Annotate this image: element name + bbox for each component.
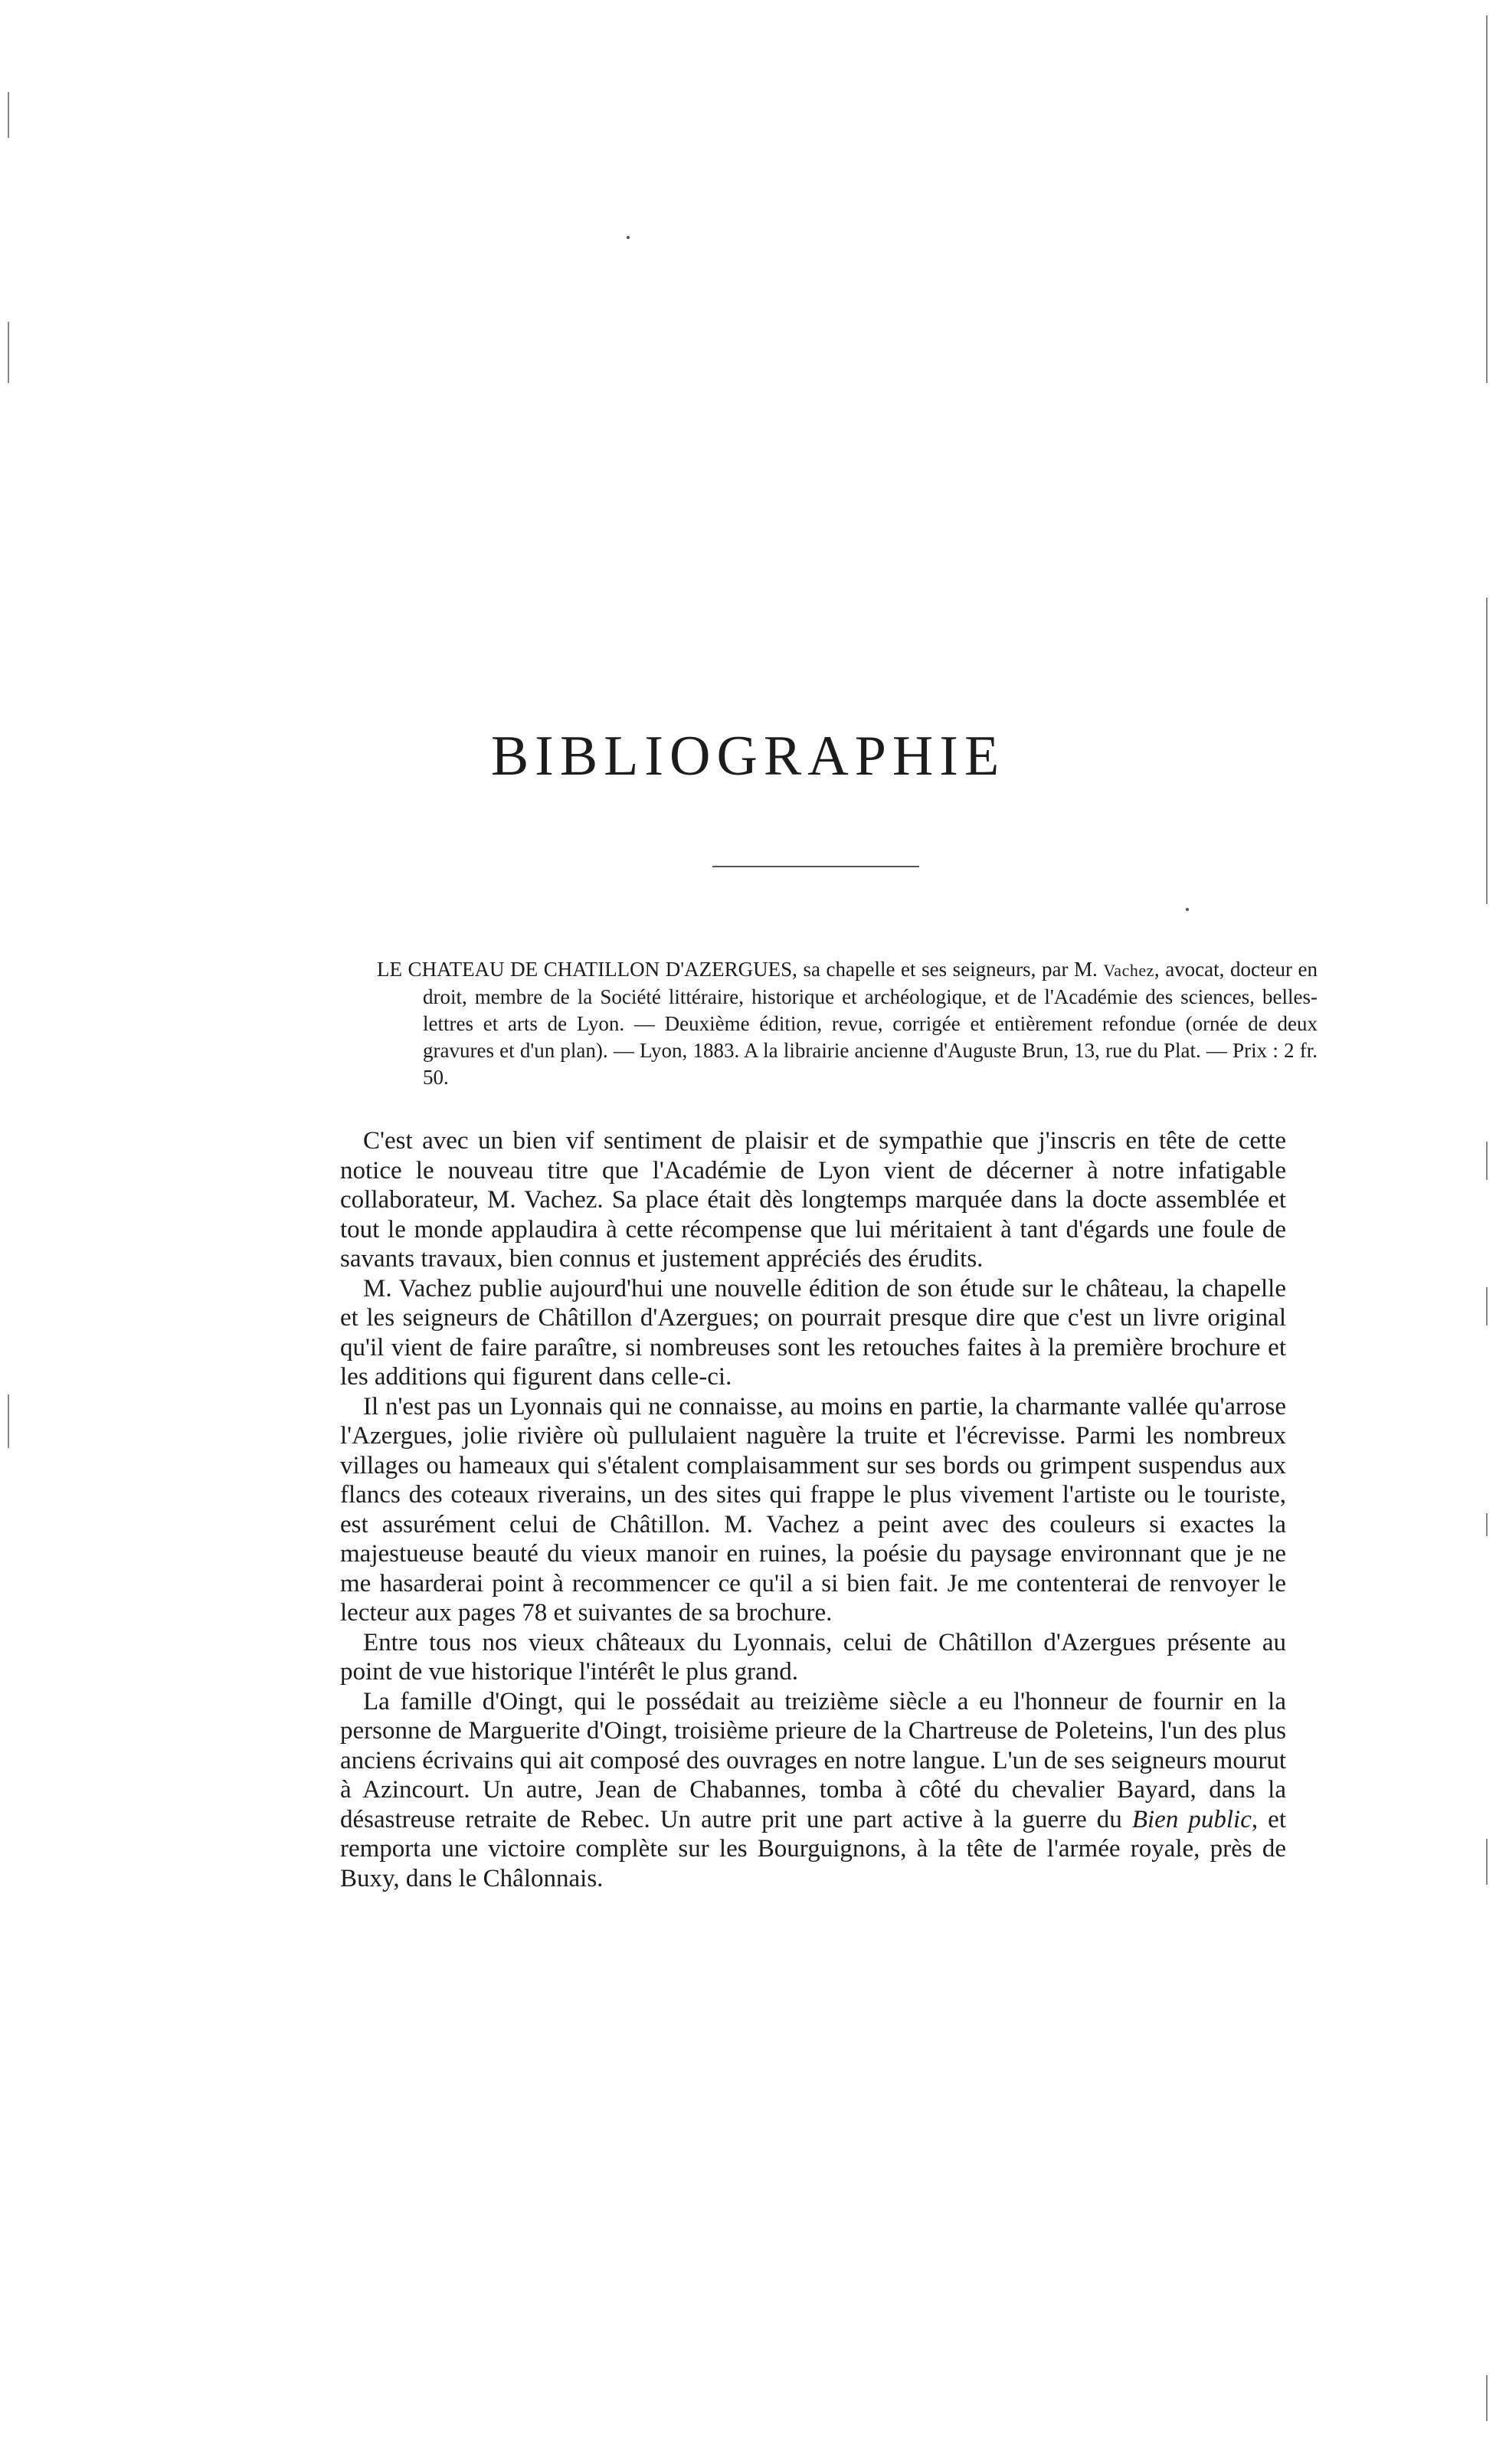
paragraph-text: , et remporta une victoire complète sur les Bourguignons, à la tête de l'armée royale, près de Buxy, dans le Châlonnais. xyxy=(340,1805,1286,1892)
bibliography-title: LE CHATEAU DE CHATILLON D'AZERGUES xyxy=(377,958,793,981)
title-divider xyxy=(712,866,919,867)
scan-edge-mark xyxy=(8,92,9,138)
paragraph xyxy=(340,1687,1286,1894)
paragraph-text: La famille d'Oingt, qui le possédait au treizième siècle a eu l'honneur de fournir en la personne de Marguerite d'Oingt, troisième prieure de la Chartreuse de Poleteins, l'un des plus anciens écrivains qui ait composé des ouvrages en notre langue. L'un de ses seigneurs mourut à Azincourt. Un autre, Jean de Chabannes, tomba à côté du chevalier Bayard, dans la désastreuse retraite de Rebec. Un autre prit une part active à la guerre du xyxy=(340,1687,1286,1833)
page-title: BIBLIOGRAPHIE xyxy=(490,725,1006,788)
scan-edge-mark xyxy=(1486,15,1488,383)
bibliography-author: Vachez xyxy=(1103,961,1154,980)
print-speck xyxy=(627,236,630,239)
scan-edge-mark xyxy=(1486,1287,1488,1325)
scan-edge-mark xyxy=(1486,1142,1488,1180)
scan-edge-mark xyxy=(1486,1839,1488,1885)
scan-edge-mark xyxy=(8,322,9,383)
paragraph: C'est avec un bien vif sentiment de plaisir et de sympathie que j'inscris en tête de cette notice le nouveau titre que l'Académie de Lyon vient de décerner à notre infatigable collaborateur, M. Vachez. Sa place était dès longtemps marquée dans la docte assemblée et tout le monde applaudira à cette récompense que lui méritaient à tant d'égards une foule de savants travaux, bien connus et justement appréciés des érudits. xyxy=(340,1127,1286,1273)
print-speck xyxy=(1186,908,1189,911)
paragraph: Entre tous nos vieux châteaux du Lyonnais, celui de Châtillon d'Azergues présente au point de vue historique l'intérêt le plus grand. xyxy=(340,1628,1286,1686)
scan-edge-mark xyxy=(1486,1513,1488,1536)
scan-edge-mark xyxy=(1486,598,1488,904)
bibliography-details: , avocat, docteur en droit, membre de la Société littéraire, historique et archéologique, et de l'Académie des sciences, belles-lettres et arts de Lyon. — Deuxième édition, revue, corrigée et entièrement refondue (ornée de deux gravures et d'un plan). — Lyon, 1883. A la librairie ancienne d'Auguste Brun, 13, rue du Plat. — Prix : 2 fr. 50. xyxy=(423,958,1318,1089)
review-body xyxy=(340,1126,1286,1893)
paragraph: Il n'est pas un Lyonnais qui ne connaisse, au moins en partie, la charmante vallée qu'arrose l'Azergues, jolie rivière où pullulaient naguère la truite et l'écrevisse. Parmi les nombreux villages ou hameaux qui s'étalent complaisamment sur ses bords ou grimpent suspendus aux flancs des coteaux riverains, un des sites qui frappe le plus vivement l'artiste ou le touriste, est assurément celui de Châtillon. M. Vachez a peint avec des couleurs si exactes la majestueuse beauté du vieux manoir en ruines, la poésie du paysage environnant que je ne me hasarderai point à recommencer ce qu'il a si bien fait. Je me contenterai de renvoyer le lecteur aux pages 78 et suivantes de sa brochure. xyxy=(340,1392,1286,1627)
paragraph: M. Vachez publie aujourd'hui une nouvelle édition de son étude sur le château, la chapelle et les seigneurs de Châtillon d'Azergues; on pourrait presque dire que c'est un livre original qu'il vient de faire paraître, si nombreuses sont les retouches faites à la première brochure et les additions qui figurent dans celle-ci. xyxy=(340,1274,1286,1391)
bibliography-entry xyxy=(377,956,1318,1091)
scan-edge-mark xyxy=(1486,2375,1488,2421)
bibliography-subtitle: , sa chapelle et ses seigneurs, par M. xyxy=(792,958,1104,981)
italic-title: Bien public xyxy=(1131,1805,1252,1833)
scan-edge-mark xyxy=(8,1394,9,1448)
